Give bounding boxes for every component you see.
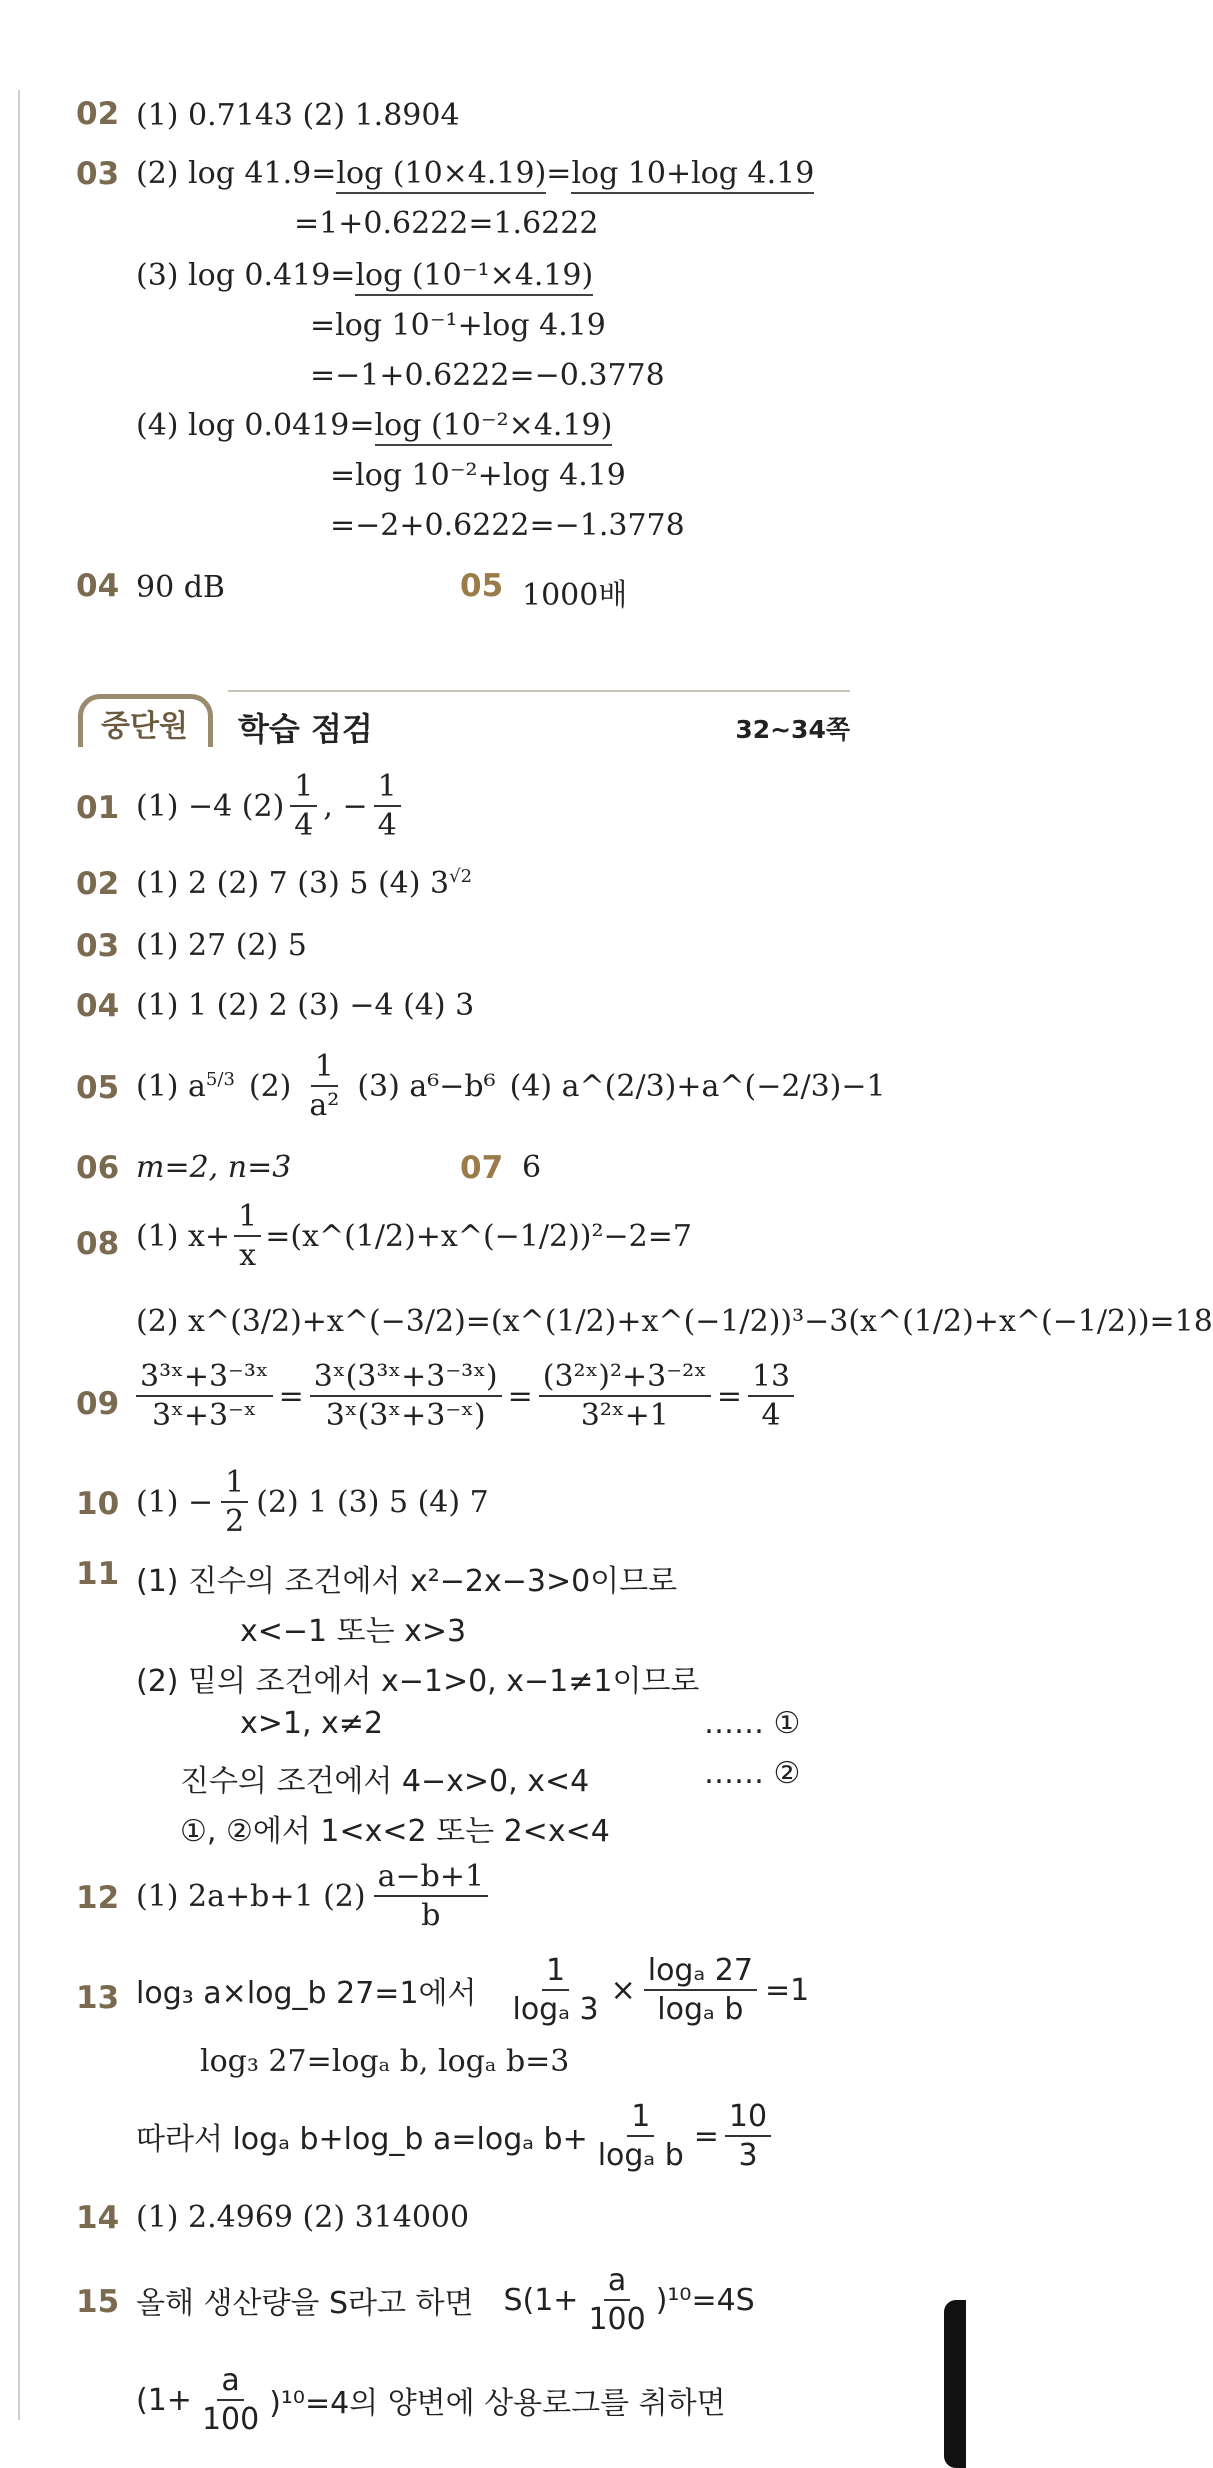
answer-number: 01	[76, 790, 120, 826]
answer-text: (1) 진수의 조건에서 x²−2x−3>0이므로	[136, 1564, 678, 1599]
header-rule	[228, 690, 850, 692]
fraction: $\frac{1}{4}$	[374, 770, 401, 842]
answer-number: 15	[76, 2284, 120, 2320]
fraction: $\frac{1}{x}$	[234, 1200, 261, 1272]
answer-line: 따라서 logₐ b+log_b a=logₐ b+ $\frac{1}{\text{logₐ b}}$ = $\frac{10}{3}$	[136, 2100, 771, 2172]
answer-text: (1) 1 (2) 2 (3) −4 (4) 3	[136, 988, 475, 1023]
answer-number: 03	[76, 928, 120, 964]
answer-number: 11	[76, 1556, 120, 1592]
answer-text: , −	[323, 788, 368, 824]
answer-text: S(1+	[503, 2282, 579, 2318]
underlined-term: log (10⁻¹×4.19)	[355, 258, 593, 296]
answer-text: (1) x+	[136, 1218, 231, 1254]
answer-text: (2) log 41.9=	[136, 156, 337, 191]
answer-number: 03	[76, 156, 120, 192]
exponent: 5/3	[205, 1068, 235, 1090]
answer-text: (3) a⁶−b⁶	[357, 1068, 496, 1104]
fraction: $\frac{\text{3³ˣ+3⁻³ˣ}}{\text{3ˣ+3⁻ˣ}}$	[136, 1360, 273, 1432]
answer-line	[136, 770, 401, 842]
exponent: √2	[449, 866, 473, 887]
fraction: $\frac{1}{\text{logₐ 3}}$	[512, 1953, 599, 2027]
underlined-term: log 10+log 4.19	[571, 156, 814, 194]
answer-text: =−2+0.6222=−1.3778	[330, 508, 685, 543]
fraction: $\frac{a}{100}$	[588, 2263, 646, 2337]
answer-text: log₃ a×log_b 27=1에서	[136, 1976, 477, 2011]
answer-text: (1) 0.7143 (2) 1.8904	[136, 98, 460, 133]
section-title: 학습 점검	[238, 710, 373, 748]
answer-number: 02	[76, 96, 120, 132]
answer-line	[136, 408, 612, 443]
answer-number: 05	[76, 1070, 120, 1106]
fraction: $\frac{13}{4}$	[748, 1360, 794, 1432]
answer-number: 06	[76, 1150, 120, 1186]
page-range: 32~34쪽	[735, 715, 850, 744]
answer-number: 12	[76, 1880, 120, 1916]
answer-text: (1) 2a+b+1 (2)	[136, 1878, 366, 1914]
answer-text: 6	[522, 1150, 542, 1185]
answer-text: 진수의 조건에서 4−x>0, x<4	[180, 1764, 590, 1799]
answer-line: log₃ a×log_b 27=1에서 $\frac{1}{\text{logₐ 3}}$ × $\frac{\text{logₐ 27}}{\text{logₐ b}}$ =1	[136, 1953, 810, 2027]
answer-text: =(x^(1/2)+x^(−1/2))²−2=7	[265, 1218, 692, 1254]
answer-text: (2) x^(3/2)+x^(−3/2)=(x^(1/2)+x^(−1/2))³−3(x^(1/2)+x^(−1/2))=18	[136, 1304, 1213, 1339]
answer-text: x<−1 또는 x>3	[240, 1614, 467, 1649]
underlined-term: log (10⁻²×4.19)	[375, 408, 613, 446]
fraction: $\frac{10}{3}$	[725, 2100, 771, 2172]
answer-text: =	[546, 156, 572, 191]
answer-text: 90 dB	[136, 570, 225, 605]
answer-number: 04	[76, 568, 120, 604]
answer-text: (1) −	[136, 1484, 214, 1520]
fraction: $\frac{\text{logₐ 27}}{\text{logₐ b}}$	[644, 1954, 757, 2026]
answer-number: 14	[76, 2200, 120, 2236]
answer-line	[136, 258, 593, 293]
answer-text: x>1, x≠2	[240, 1706, 384, 1741]
answer-text: (1) 2.4969 (2) 314000	[136, 2200, 470, 2235]
answer-text: )¹⁰=4S	[655, 2282, 755, 2318]
section-tab: 중단원	[78, 694, 213, 747]
answer-text: =log 10⁻²+log 4.19	[330, 458, 626, 493]
answer-text: (1) 27 (2) 5	[136, 928, 307, 963]
answer-text: (2)	[248, 1068, 292, 1104]
answer-text: ①, ②에서 1<x<2 또는 2<x<4	[180, 1814, 610, 1849]
answer-text: (4) log 0.0419=	[136, 408, 375, 443]
left-margin-rule	[18, 90, 20, 2420]
fraction: $\frac{1}{\text{logₐ b}}$	[597, 2099, 684, 2173]
fraction: $\frac{1}{4}$	[290, 770, 317, 842]
answer-text: …… ②	[704, 1756, 801, 1791]
answer-text: 따라서 logₐ b+log_b a=logₐ b+	[136, 2122, 588, 2157]
answer-text: (4) a^(2/3)+a^(−2/3)−1	[509, 1068, 886, 1104]
scrollbar-thumb[interactable]	[944, 2300, 966, 2468]
answer-text: (2) 1 (3) 5 (4) 7	[256, 1484, 489, 1520]
answer-number: 08	[76, 1226, 120, 1262]
answer-number: 13	[76, 1980, 120, 2016]
answer-text: log₃ 27=logₐ b, logₐ b=3	[200, 2044, 570, 2079]
answer-text: m=2, n=3	[136, 1150, 292, 1185]
answer-text: (1) 2 (2) 7 (3) 5 (4) 3	[136, 866, 450, 901]
answer-number: 02	[76, 866, 120, 902]
fraction: $\frac{\text{3ˣ(3³ˣ+3⁻³ˣ)}}{\text{3ˣ(3ˣ+3⁻ˣ)}}$	[310, 1360, 502, 1432]
answer-number: 09	[76, 1386, 120, 1422]
answer-text: 1000배	[522, 578, 628, 613]
answer-text: 올해 생산량을 S라고 하면	[136, 2286, 474, 2321]
answer-text: )¹⁰=4의 양변에 상용로그를 취하면	[269, 2386, 726, 2421]
answer-line: $\frac{\text{3³ˣ+3⁻³ˣ}}{\text{3ˣ+3⁻ˣ}}$ = $\frac{\text{3ˣ(3³ˣ+3⁻³ˣ)}}{\text{3ˣ(3ˣ+3⁻ˣ)}}$ = $\frac{\text{(3²ˣ)²+3⁻²ˣ}}{\text{3²ˣ+1}}$ = $\frac{13}{4}$	[136, 1360, 794, 1432]
fraction: $\frac{1}{\text{a²}}$	[309, 1049, 340, 1123]
answer-number: 05	[460, 568, 504, 604]
answer-text: (1) a	[136, 1068, 206, 1104]
answer-line	[136, 2364, 726, 2436]
answer-number: 10	[76, 1486, 120, 1522]
fraction: $\frac{1}{2}$	[221, 1466, 248, 1538]
answer-number: 04	[76, 988, 120, 1024]
fraction: $\frac{a-b+1}{b}$	[374, 1860, 488, 1932]
fraction: $\frac{a}{100}$	[201, 2363, 260, 2437]
underlined-term: log (10×4.19)	[336, 156, 546, 194]
answer-text: (3) log 0.419=	[136, 258, 356, 293]
answer-line	[136, 1860, 488, 1932]
answer-text: …… ①	[704, 1706, 801, 1741]
answer-line	[136, 866, 472, 901]
answer-text: =log 10⁻¹+log 4.19	[310, 308, 606, 343]
fraction: $\frac{\text{(3²ˣ)²+3⁻²ˣ}}{\text{3²ˣ+1}}$	[539, 1360, 711, 1432]
answer-line	[136, 156, 814, 191]
answer-text: (2) 밑의 조건에서 x−1>0, x−1≠1이므로	[136, 1664, 700, 1699]
answer-text: (1+	[136, 2382, 192, 2418]
section-header	[78, 688, 850, 746]
answer-line	[136, 1466, 489, 1538]
answer-line	[136, 1050, 886, 1122]
answer-text: (1) −4 (2)	[136, 788, 285, 824]
answer-line	[136, 1200, 692, 1272]
answer-line	[136, 2264, 755, 2336]
answer-text: =−1+0.6222=−0.3778	[310, 358, 665, 393]
answer-text: =1+0.6222=1.6222	[294, 206, 599, 241]
answer-number: 07	[460, 1150, 504, 1186]
